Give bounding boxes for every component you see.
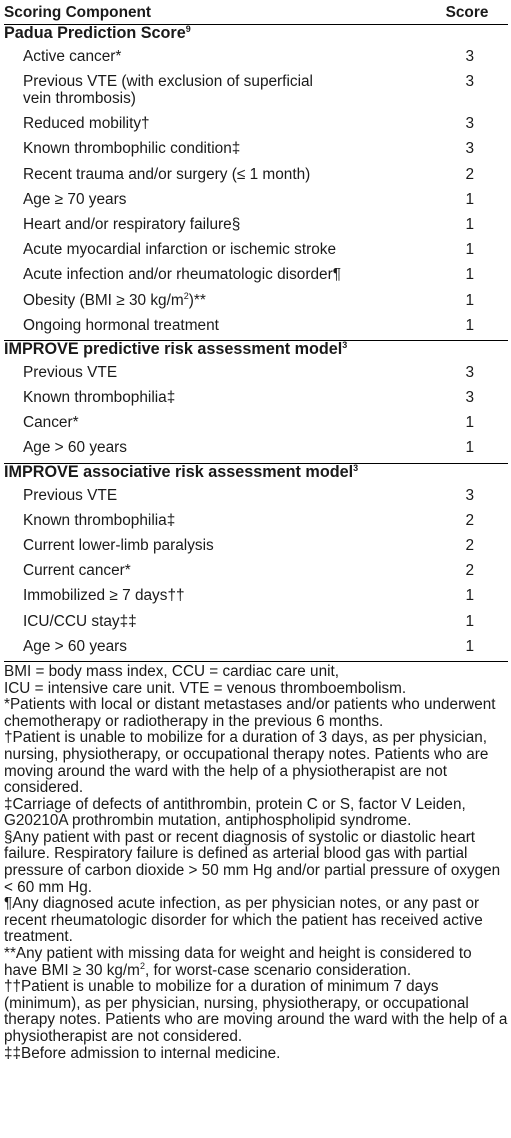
component-label: Previous VTE (with exclusion of superficial — [23, 73, 313, 91]
component-label: Current lower-limb paralysis — [23, 537, 214, 554]
component-cell — [4, 636, 426, 662]
footnote-double-star-sup: 2 — [139, 960, 145, 971]
score-cell: 1 — [465, 266, 474, 284]
table-row — [4, 387, 508, 412]
table-row — [4, 214, 508, 239]
table-row — [4, 164, 508, 189]
component-cell — [4, 264, 426, 289]
footnote-abbrev-line1: BMI = body mass index, CCU = cardiac care unit, — [4, 662, 339, 680]
scoring-table — [4, 4, 508, 662]
table-row — [4, 560, 508, 585]
score-cell: 1 — [465, 190, 474, 208]
footnote-dagger: †Patient is unable to mobilize for a duration of 3 days, as per physician, nursing, physiotherapy, or occupational therapy notes. Patients who are moving around the ward with the help of a physiotherapist are not considered. — [4, 729, 489, 797]
score-cell: 1 — [465, 241, 474, 259]
score-cell: 1 — [465, 414, 474, 432]
section-title-text: IMPROVE associative risk assessment model — [4, 462, 354, 481]
table-row — [4, 412, 508, 437]
table-row — [4, 362, 508, 387]
section-reference: 3 — [342, 339, 348, 350]
score-cell: 1 — [465, 291, 474, 309]
component-cell — [4, 46, 426, 71]
component-cell — [4, 290, 426, 315]
footnote-double-double-dagger: ‡‡Before admission to internal medicine. — [4, 1044, 281, 1062]
table-row — [4, 585, 508, 610]
component-label: Obesity (BMI ≥ 30 kg/m — [23, 291, 184, 309]
component-label: Current cancer* — [23, 562, 131, 580]
table-row — [4, 189, 508, 214]
component-label: Immobilized ≥ 7 days†† — [23, 587, 185, 605]
footnotes — [4, 664, 509, 1062]
component-label: Cancer* — [23, 414, 79, 432]
footnote-pilcrow: ¶Any diagnosed acute infection, as per physician notes, or any past or recent rheumatologic disorder for which the patient has received active treatment. — [4, 895, 483, 946]
score-cell: 1 — [426, 437, 508, 463]
table-row — [4, 437, 508, 463]
section-header-row — [4, 340, 508, 362]
component-cell — [4, 189, 426, 214]
component-cell — [4, 239, 426, 264]
table-row — [4, 535, 508, 560]
section-title — [4, 340, 508, 362]
component-cell — [4, 412, 426, 437]
component-cell — [4, 113, 426, 138]
component-label: Age ≥ 70 years — [23, 190, 127, 208]
footnote-abbreviations — [4, 664, 509, 697]
footnote-double-dagger: ‡Carriage of defects of antithrombin, protein C or S, factor V Leiden, G20210A prothrombin mutation, antiphospholipid syndrome. — [4, 795, 466, 830]
table-row — [4, 290, 508, 315]
component-label: Previous VTE — [23, 363, 118, 381]
section-reference: 9 — [185, 24, 191, 34]
component-label: Reduced mobility† — [23, 115, 150, 133]
footnote-double-star — [4, 946, 509, 979]
section-title-text: IMPROVE predictive risk assessment model — [4, 339, 343, 358]
component-cell — [4, 71, 426, 113]
table-row — [4, 138, 508, 163]
component-label: Age > 60 years — [23, 439, 127, 457]
component-label: Heart and/or respiratory failure§ — [23, 215, 241, 233]
component-cell — [4, 585, 426, 610]
component-cell — [4, 362, 426, 387]
score-cell: 2 — [465, 511, 474, 529]
table-row — [4, 510, 508, 535]
table-row — [4, 239, 508, 264]
section-header-row — [4, 463, 508, 485]
component-cell — [4, 387, 426, 412]
score-cell: 2 — [465, 562, 474, 580]
component-cell — [4, 164, 426, 189]
component-cell — [4, 138, 426, 163]
score-cell: 3 — [465, 486, 474, 504]
score-cell: 3 — [465, 115, 474, 133]
component-label: Age > 60 years — [23, 637, 127, 655]
section-title — [4, 463, 508, 485]
component-label: ICU/CCU stay‡‡ — [23, 612, 137, 630]
section-reference: 3 — [353, 462, 359, 473]
header-score: Score — [426, 4, 508, 25]
footnote-star: *Patients with local or distant metastases and/or patients who underwent chemotherapy or radiotherapy in the previous 6 months. — [4, 696, 496, 730]
component-label: Ongoing hormonal treatment — [23, 316, 219, 334]
component-cell — [4, 485, 426, 510]
score-cell: 1 — [465, 587, 474, 605]
component-label: Acute myocardial infarction or ischemic stroke — [23, 241, 337, 259]
component-label-continued: vein thrombosis) — [23, 90, 136, 108]
score-cell: 3 — [465, 73, 474, 91]
footnote-double-star-text: **Any patient with missing data for weight and height is considered to have BMI ≥ 30 kg/m — [4, 945, 472, 979]
score-cell: 3 — [465, 389, 474, 407]
component-cell — [4, 437, 426, 463]
score-cell: 2 — [465, 537, 474, 554]
component-label: Active cancer* — [23, 48, 122, 65]
table-row — [4, 315, 508, 341]
table-row — [4, 71, 508, 113]
table-header-row — [4, 4, 508, 25]
component-cell — [4, 535, 426, 560]
score-cell: 1 — [465, 215, 474, 233]
component-cell — [4, 510, 426, 535]
component-label: Acute infection and/or rheumatologic disorder¶ — [23, 266, 341, 284]
component-label-tail: )** — [188, 291, 206, 309]
footnote-double-dagger-2: ††Patient is unable to mobilize for a duration of minimum 7 days (minimum), as per physician, nursing, physiotherapy, or occupational therapy notes. Patients who are moving around the ward with the help of a physiotherapist are not considered. — [4, 978, 508, 1045]
component-label: Known thrombophilic condition‡ — [23, 140, 241, 158]
score-cell: 2 — [465, 165, 474, 183]
score-cell: 3 — [465, 363, 474, 381]
footnote-section-sign: §Any patient with past or recent diagnosis of systolic or diastolic heart failure. Respiratory failure is defined as arterial blood gas with partial pressure of carbon dioxide > 50 mm Hg and/or partial pressure of oxygen < 60 mm Hg. — [4, 828, 501, 896]
component-cell — [4, 214, 426, 239]
component-label: Known thrombophilia‡ — [23, 389, 176, 407]
score-cell: 1 — [426, 315, 508, 341]
footnote-abbrev-line2: ICU = intensive care unit. VTE = venous thromboembolism. — [4, 679, 407, 697]
score-cell: 1 — [426, 636, 508, 662]
table-body — [4, 25, 508, 662]
component-label: Previous VTE — [23, 486, 118, 504]
table-row — [4, 485, 508, 510]
component-cell — [4, 611, 426, 636]
header-scoring-component: Scoring Component — [4, 4, 426, 25]
section-header-row — [4, 25, 508, 47]
component-cell — [4, 560, 426, 585]
footnote-double-star-tail: , for worst-case scenario consideration. — [144, 961, 412, 979]
component-label-superscript: 2 — [183, 290, 189, 301]
scoring-table-document — [0, 4, 511, 1138]
table-row — [4, 46, 508, 71]
section-title-text: Padua Prediction Score — [4, 24, 186, 42]
table-row — [4, 636, 508, 662]
score-cell: 1 — [465, 612, 474, 630]
component-cell — [4, 315, 426, 341]
score-cell: 3 — [465, 48, 474, 65]
section-title — [4, 25, 508, 47]
table-row — [4, 113, 508, 138]
component-label: Known thrombophilia‡ — [23, 511, 176, 529]
score-cell: 3 — [465, 140, 474, 158]
table-row — [4, 611, 508, 636]
table-row — [4, 264, 508, 289]
component-label: Recent trauma and/or surgery (≤ 1 month) — [23, 165, 311, 183]
